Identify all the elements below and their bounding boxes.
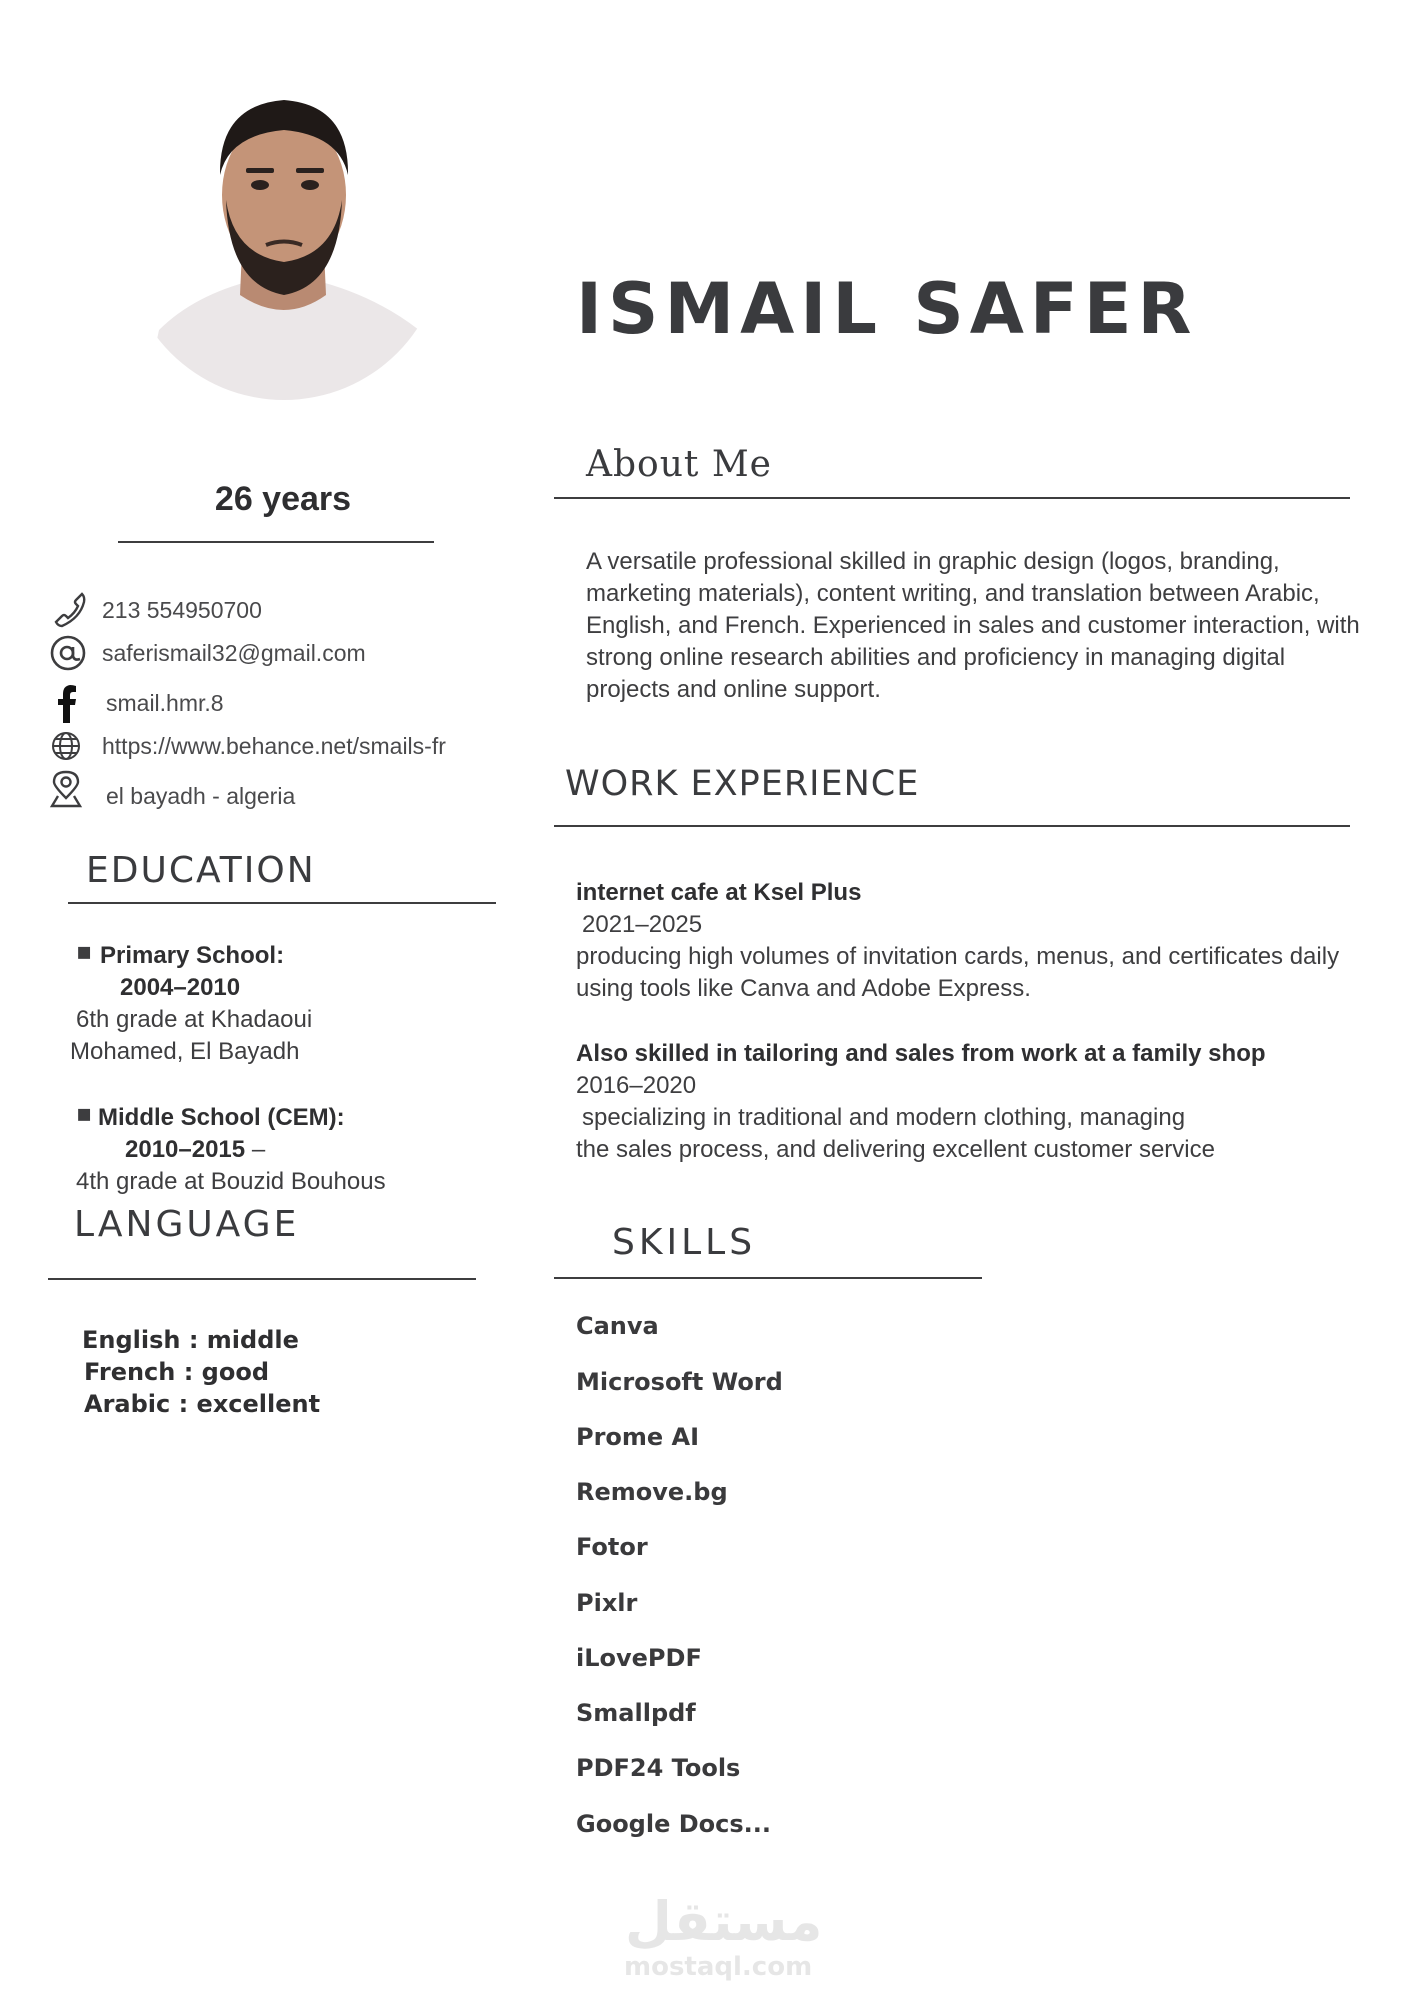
job-title: internet cafe at Ksel Plus — [576, 879, 862, 906]
language-heading: LANGUAGE — [74, 1204, 300, 1245]
location-text: el bayadh - algeria — [106, 783, 296, 809]
education-divider — [68, 902, 496, 904]
job-period: 2016–2020 — [576, 1072, 697, 1099]
language-item: Arabic : excellent — [84, 1390, 321, 1418]
job-title: Also skilled in tailoring and sales from work at a family shop — [576, 1040, 1266, 1067]
job-description: producing high volumes of invitation cards, menus, and certificates daily using tools like Canva and Adobe Express. — [576, 943, 1340, 1002]
at-sign-icon — [48, 633, 88, 673]
school-years-line — [125, 1134, 265, 1166]
skill-item: Canva — [576, 1312, 659, 1340]
website-url: https://www.behance.net/smails-fr — [102, 733, 446, 759]
about-heading: About Me — [586, 444, 772, 485]
skill-item: iLovePDF — [576, 1644, 702, 1672]
skill-item: Smallpdf — [576, 1699, 696, 1727]
education-heading: EDUCATION — [86, 850, 316, 891]
contact-facebook[interactable] — [48, 683, 518, 723]
school-years: 2010–2015 — [125, 1136, 246, 1163]
job-description-line: the sales process, and delivering excellent customer service — [576, 1136, 1215, 1163]
language-divider — [48, 1278, 476, 1280]
about-text: A versatile professional skilled in graphic design (logos, branding, marketing materials), content writing, and translation between Arabic, English, and French. Experienced in sales and customer interaction, with strong online research abilities and proficiency in managing digital projects and online support. — [586, 548, 1360, 703]
contact-phone[interactable] — [48, 590, 518, 630]
job-period: 2021–2025 — [582, 911, 703, 938]
school-title: Primary School: — [100, 942, 285, 969]
dash: – — [251, 1136, 266, 1163]
skill-item: Prome AI — [576, 1423, 700, 1451]
person-name: ISMAIL SAFER — [576, 268, 1198, 350]
age-divider — [118, 541, 434, 543]
skill-item: Google Docs... — [576, 1810, 771, 1838]
watermark-arabic: مستقل — [625, 1890, 823, 1953]
school-detail: 4th grade at Bouzid Bouhous — [76, 1168, 386, 1195]
contact-email[interactable] — [48, 633, 518, 673]
school-years: 2004–2010 — [120, 974, 241, 1001]
phone-number: 213 554950700 — [102, 597, 262, 623]
skill-item: Microsoft Word — [576, 1368, 783, 1396]
email-address: saferismail32@gmail.com — [102, 640, 366, 666]
skill-item: PDF24 Tools — [576, 1754, 741, 1782]
facebook-icon — [48, 683, 88, 723]
work-heading: WORK EXPERIENCE — [565, 764, 920, 804]
contact-website[interactable] — [48, 732, 518, 772]
facebook-handle: smail.hmr.8 — [106, 690, 224, 716]
watermark-latin: mostaql.com — [624, 1952, 813, 1982]
skill-item: Remove.bg — [576, 1478, 728, 1506]
job-description-line: specializing in traditional and modern clothing, managing — [582, 1104, 1186, 1131]
globe-icon — [48, 732, 88, 772]
skill-item: Fotor — [576, 1533, 648, 1561]
school-detail: Mohamed, El Bayadh — [70, 1038, 300, 1065]
work-divider — [554, 825, 1350, 827]
profile-photo — [134, 80, 434, 400]
skills-divider — [554, 1277, 982, 1279]
age: 26 years — [214, 480, 352, 518]
contact-location — [48, 770, 518, 810]
about-divider — [554, 497, 1350, 499]
school-detail: 6th grade at Khadaoui — [76, 1006, 313, 1033]
bullet-icon: ▪ — [76, 1099, 93, 1127]
skills-heading: SKILLS — [612, 1222, 757, 1263]
school-title: Middle School (CEM): — [98, 1104, 345, 1131]
location-pin-icon — [48, 770, 88, 810]
skill-item: Pixlr — [576, 1589, 638, 1617]
language-item: French : good — [84, 1358, 270, 1386]
phone-icon — [48, 590, 88, 630]
language-item: English : middle — [82, 1326, 299, 1354]
bullet-icon: ▪ — [76, 937, 93, 965]
